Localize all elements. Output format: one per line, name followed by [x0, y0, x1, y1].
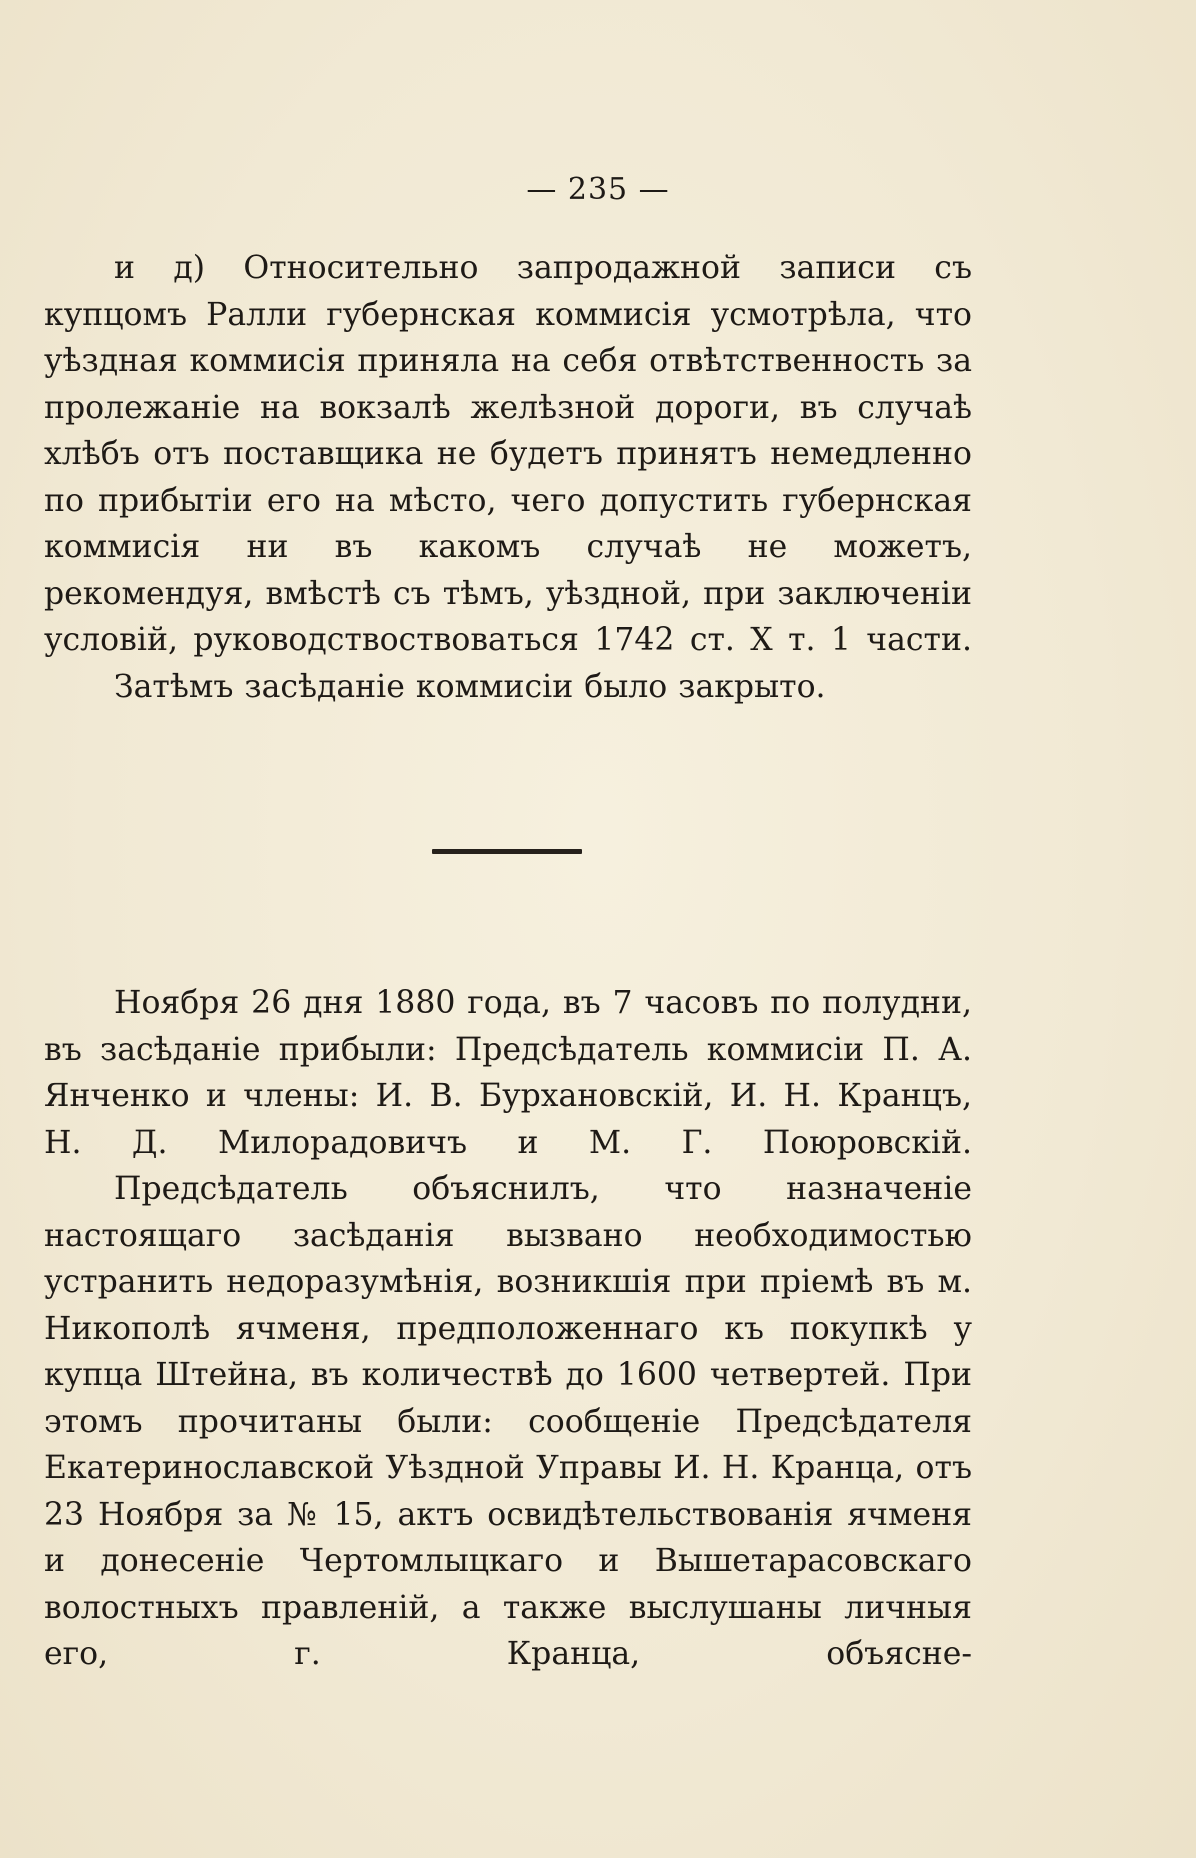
page-number: — 235 — [526, 172, 670, 207]
section-divider [432, 849, 582, 854]
paragraph-chairman-explanation: Предсѣдатель объяснилъ, что назначеніе настоящаго засѣданія вызвано необходимостью устранить недоразумѣнія, возникшія при пріемѣ въ м. Никополѣ ячменя, предположеннаго къ покупкѣ у купца Штейна, въ количествѣ до 1600 четвертей. При этомъ прочитаны были: сообщеніе Предсѣдателя Екатеринославской Уѣздной Управы И. Н. Кранца, отъ 23 Ноября за № 15, актъ освидѣтельствованія ячменя и донесеніе Чертомлыцкаго и Вышетарасовскаго волостныхъ правленій, а также выслушаны личныя его, г. Кранца, объясне- [44, 1171, 972, 1672]
paragraph-purchase-record: и д) Относительно запродажной записи съ купцомъ Ралли губернская коммисія усмотрѣла, что уѣздная коммисія приняла на себя отвѣтственность за пролежаніе на вокзалѣ желѣзной дороги, въ случаѣ хлѣбъ отъ поставщика не будетъ принятъ немедленно по прибытіи его на мѣсто, чего допустить губернская коммисія ни въ какомъ случаѣ не можетъ, рекомендуя, вмѣстѣ съ тѣмъ, уѣздной, при заключеніи условій, руководствоствоваться 1742 ст. X т. 1 части. [44, 250, 972, 658]
paragraph-session-closed: Затѣмъ засѣданіе коммисіи было закрыто. [114, 668, 826, 705]
text-block-lower [44, 980, 972, 1678]
text-block-upper [44, 245, 972, 710]
paragraph-session-opening: Ноября 26 дня 1880 года, въ 7 часовъ по полудни, въ засѣданіе прибыли: Предсѣдатель коммисіи П. А. Янченко и члены: И. В. Бурхановскій, И. Н. Кранцъ, Н. Д. Милорадовичъ и М. Г. Поюровскій. [44, 985, 972, 1161]
